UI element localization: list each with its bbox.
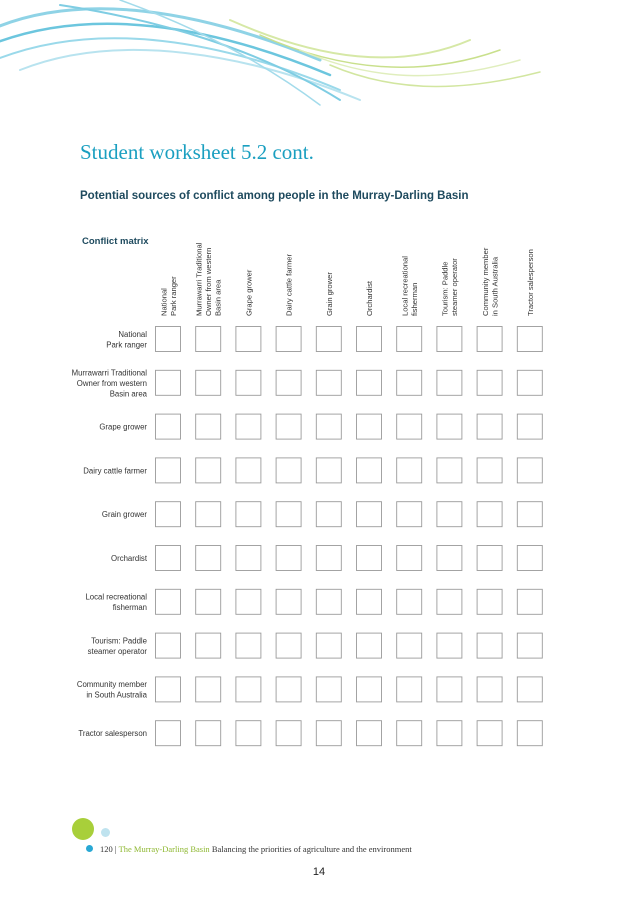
- matrix-cell-box[interactable]: [156, 633, 181, 658]
- matrix-cell-box[interactable]: [517, 721, 542, 746]
- matrix-cell-box[interactable]: [196, 721, 221, 746]
- row-header-label: Murrawarri Traditional: [71, 368, 147, 378]
- row-header-label: fisherman: [112, 603, 147, 613]
- matrix-cell-box[interactable]: [316, 633, 341, 658]
- matrix-cell-box[interactable]: [156, 589, 181, 614]
- column-header-label: Murrawarri Traditional: [194, 242, 204, 316]
- matrix-cell-box[interactable]: [477, 327, 502, 352]
- footer-tagline: Balancing the priorities of agriculture and the environment: [211, 844, 412, 854]
- footer-page-ref: 120 |: [100, 844, 117, 854]
- matrix-cell-box[interactable]: [357, 502, 382, 527]
- matrix-cell-box[interactable]: [397, 546, 422, 571]
- column-header-label: Orchardist: [365, 280, 374, 316]
- column-header-label: Dairy cattle farmer: [284, 253, 294, 316]
- matrix-cell-box[interactable]: [397, 721, 422, 746]
- matrix-cell-box[interactable]: [316, 721, 341, 746]
- row-header-label: Tourism: Paddle: [91, 636, 147, 646]
- matrix-cell-box[interactable]: [156, 502, 181, 527]
- row-header-label: in South Australia: [86, 690, 147, 700]
- matrix-cell-box[interactable]: [236, 677, 261, 702]
- row-header-label: Tractor salesperson: [78, 729, 147, 739]
- matrix-cell-box[interactable]: [316, 414, 341, 439]
- matrix-cell-box[interactable]: [196, 327, 221, 352]
- matrix-cell-box[interactable]: [357, 370, 382, 395]
- matrix-cell-box[interactable]: [517, 414, 542, 439]
- matrix-cell-box[interactable]: [236, 414, 261, 439]
- matrix-cell-box[interactable]: [316, 589, 341, 614]
- column-header-label: Owner from western: [204, 247, 214, 316]
- matrix-cell-box[interactable]: [276, 458, 301, 483]
- matrix-cell-box[interactable]: [357, 589, 382, 614]
- matrix-cell-box[interactable]: [357, 327, 382, 352]
- column-header-label: Local recreational: [400, 256, 410, 316]
- matrix-cell-box[interactable]: [156, 458, 181, 483]
- matrix-cell-box[interactable]: [517, 502, 542, 527]
- column-header-label: Tractor salesperson: [525, 249, 535, 316]
- matrix-cell-box[interactable]: [437, 370, 462, 395]
- row-header-label: Park ranger: [106, 340, 147, 350]
- matrix-cell-box[interactable]: [477, 633, 502, 658]
- matrix-cell-box[interactable]: [477, 546, 502, 571]
- matrix-cell-box[interactable]: [236, 458, 261, 483]
- matrix-cell-box[interactable]: [276, 633, 301, 658]
- matrix-cell-box[interactable]: [196, 677, 221, 702]
- row-header-label: Orchardist: [111, 554, 147, 563]
- row-header-label: Basin area: [109, 389, 147, 399]
- matrix-cell-box[interactable]: [316, 546, 341, 571]
- matrix-cell-box[interactable]: [437, 677, 462, 702]
- matrix-cell-box[interactable]: [196, 546, 221, 571]
- matrix-cell-box[interactable]: [397, 414, 422, 439]
- matrix-cell-box[interactable]: [397, 633, 422, 658]
- matrix-cell-box[interactable]: [316, 327, 341, 352]
- matrix-cell-box[interactable]: [156, 721, 181, 746]
- row-header-label: Community member: [76, 680, 147, 690]
- matrix-cell-box[interactable]: [316, 677, 341, 702]
- matrix-cell-box[interactable]: [357, 458, 382, 483]
- column-header-label: Grain grower: [324, 272, 334, 316]
- matrix-cell-box[interactable]: [156, 327, 181, 352]
- matrix-cell-box[interactable]: [437, 502, 462, 527]
- matrix-cell-box[interactable]: [276, 370, 301, 395]
- matrix-cell-box[interactable]: [357, 677, 382, 702]
- matrix-cell-box[interactable]: [357, 633, 382, 658]
- matrix-cell-box[interactable]: [236, 633, 261, 658]
- matrix-cell-box[interactable]: [477, 589, 502, 614]
- matrix-cell-box[interactable]: [397, 370, 422, 395]
- column-header-label: steamer operator: [450, 258, 460, 316]
- matrix-cell-box[interactable]: [437, 589, 462, 614]
- column-header-label: in South Australia: [490, 256, 500, 316]
- matrix-cell-box[interactable]: [156, 546, 181, 571]
- matrix-cell-box[interactable]: [437, 721, 462, 746]
- page-subtitle: Potential sources of conflict among people in the Murray-Darling Basin: [80, 190, 469, 202]
- matrix-cell-box[interactable]: [156, 677, 181, 702]
- matrix-cell-box[interactable]: [397, 458, 422, 483]
- matrix-cell-box[interactable]: [236, 589, 261, 614]
- footer-line: [100, 844, 412, 854]
- matrix-cell-box[interactable]: [196, 589, 221, 614]
- matrix-cell-box[interactable]: [236, 327, 261, 352]
- column-header-label: Community member: [480, 247, 490, 316]
- column-header-label: National: [159, 288, 169, 316]
- matrix-cell-box[interactable]: [517, 546, 542, 571]
- matrix-cell-box[interactable]: [477, 414, 502, 439]
- row-header-label: Grape grower: [99, 422, 147, 432]
- matrix-cell-box[interactable]: [517, 677, 542, 702]
- matrix-cell-box[interactable]: [196, 458, 221, 483]
- matrix-cell-box[interactable]: [477, 370, 502, 395]
- column-header-label: Basin area: [213, 279, 223, 316]
- matrix-cell-box[interactable]: [437, 633, 462, 658]
- row-header-label: National: [118, 329, 147, 339]
- matrix-cell-box[interactable]: [276, 589, 301, 614]
- row-header-label: Dairy cattle farmer: [83, 466, 147, 476]
- column-header-label: Park ranger: [168, 276, 178, 316]
- matrix-cell-box[interactable]: [236, 546, 261, 571]
- row-header-label: steamer operator: [87, 646, 147, 656]
- matrix-cell-box[interactable]: [316, 458, 341, 483]
- matrix-cell-box[interactable]: [196, 414, 221, 439]
- matrix-cell-box[interactable]: [437, 327, 462, 352]
- row-header-label: Grain grower: [101, 510, 147, 520]
- matrix-cell-box[interactable]: [276, 414, 301, 439]
- matrix-cell-box[interactable]: [357, 721, 382, 746]
- matrix-cell-box[interactable]: [316, 502, 341, 527]
- matrix-cell-box[interactable]: [316, 370, 341, 395]
- matrix-cell-box[interactable]: [276, 721, 301, 746]
- matrix-cell-box[interactable]: [437, 414, 462, 439]
- row-header-label: Local recreational: [85, 592, 147, 602]
- matrix-cell-box[interactable]: [397, 502, 422, 527]
- matrix-cell-box[interactable]: [196, 633, 221, 658]
- row-header-label: Owner from western: [76, 378, 147, 388]
- matrix-cell-box[interactable]: [276, 327, 301, 352]
- column-header-label: Tourism: Paddle: [440, 261, 450, 316]
- matrix-cell-box[interactable]: [397, 327, 422, 352]
- matrix-cell-box[interactable]: [276, 502, 301, 527]
- matrix-cell-box[interactable]: [196, 502, 221, 527]
- matrix-cell-box[interactable]: [357, 414, 382, 439]
- page-title: Student worksheet 5.2 cont.: [80, 140, 314, 164]
- matrix-cell-box[interactable]: [437, 546, 462, 571]
- matrix-cell-box[interactable]: [276, 546, 301, 571]
- matrix-cell-box[interactable]: [196, 370, 221, 395]
- matrix-cell-box[interactable]: [437, 458, 462, 483]
- matrix-cell-box[interactable]: [397, 677, 422, 702]
- matrix-cell-box[interactable]: [236, 721, 261, 746]
- column-header-label: Grape grower: [244, 269, 254, 316]
- matrix-cell-box[interactable]: [477, 502, 502, 527]
- matrix-cell-box[interactable]: [517, 589, 542, 614]
- matrix-cell-box[interactable]: [397, 589, 422, 614]
- matrix-label: Conflict matrix: [82, 236, 149, 247]
- page-number: 14: [312, 866, 326, 878]
- footer-blue-dot: [101, 828, 110, 837]
- matrix-cell-box[interactable]: [517, 327, 542, 352]
- footer-small-blue-dot: [86, 845, 93, 852]
- matrix-cell-box[interactable]: [517, 633, 542, 658]
- footer-green-dot: [72, 818, 94, 840]
- matrix-cell-box[interactable]: [236, 502, 261, 527]
- matrix-cell-box[interactable]: [477, 458, 502, 483]
- matrix-cell-box[interactable]: [236, 370, 261, 395]
- matrix-cell-box[interactable]: [477, 721, 502, 746]
- matrix-cell-box[interactable]: [276, 677, 301, 702]
- footer-brand: The Murray-Darling Basin: [118, 844, 210, 854]
- matrix-cell-box[interactable]: [517, 458, 542, 483]
- matrix-cell-box[interactable]: [517, 370, 542, 395]
- matrix-cell-box[interactable]: [156, 414, 181, 439]
- matrix-cell-box[interactable]: [357, 546, 382, 571]
- column-header-label: fisherman: [409, 282, 419, 316]
- matrix-cell-box[interactable]: [156, 370, 181, 395]
- matrix-cell-box[interactable]: [477, 677, 502, 702]
